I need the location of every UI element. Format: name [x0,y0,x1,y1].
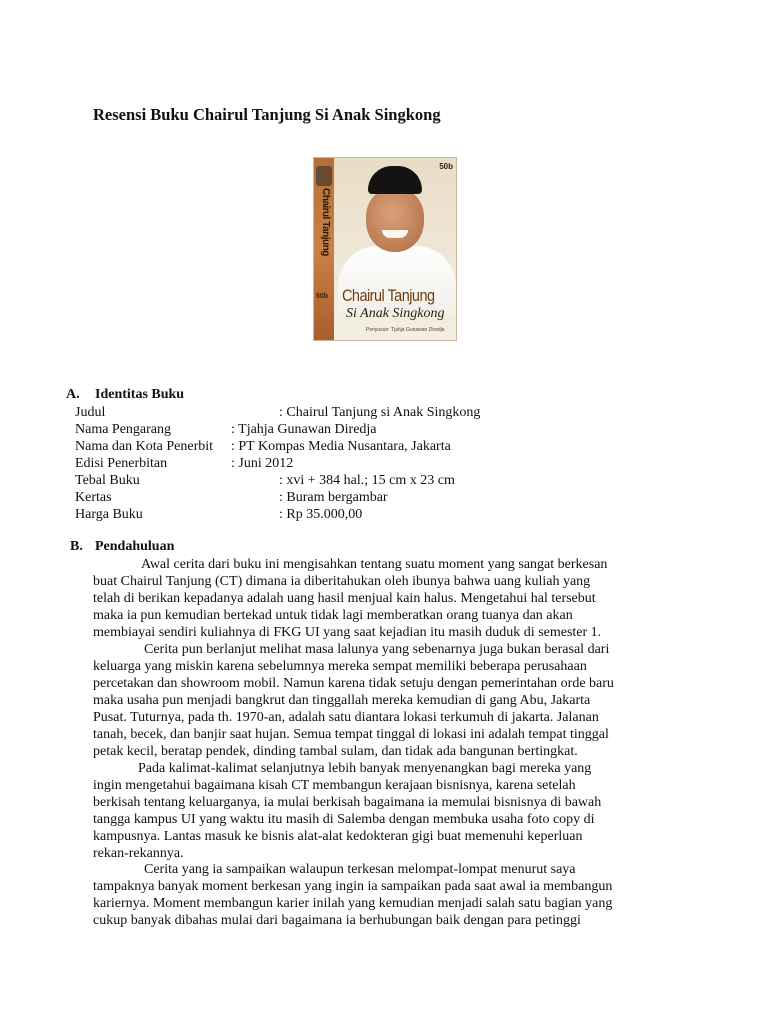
identity-value: : PT Kompas Media Nusantara, Jakarta [231,439,451,454]
identity-value: : xvi + 384 hal.; 15 cm x 23 cm [279,473,455,488]
document-title: Resensi Buku Chairul Tanjung Si Anak Singkong [93,105,441,124]
cover-portrait-smile [382,230,408,238]
section-a-heading [66,387,184,403]
cover-portrait-face [366,188,424,252]
identity-value: : Buram bergambar [279,490,388,505]
paragraph-line: cukup banyak dibahas mulai dari bagaimana ia berhubungan baik dengan para petinggi [93,913,581,928]
paragraph-line: berkisah tentang keluarganya, ia mulai berkisah bagaimana ia memulai bisnisnya di bawah [93,795,602,810]
identity-label: Judul [75,405,106,420]
identity-label: Harga Buku [75,507,143,522]
identity-value: : Tjahja Gunawan Diredja [231,422,377,437]
cover-title: Chairul Tanjung [342,286,435,305]
identity-label: Nama dan Kota Penerbit [75,439,214,454]
paragraph-3 [93,760,683,862]
paragraph-line: tangga kampus UI yang waktu itu masih di Salemba dengan membuka usaha foto copy di [93,812,595,827]
paragraph-4 [93,861,683,929]
paragraph-line: rekan-rekannya. [93,846,184,861]
paragraph-line: maka usaha pun menjadi bangkrut dan tinggallah mereka kemudian di gang Abu, Jakarta [93,693,591,708]
section-b-heading [70,539,174,555]
paragraph-line: tanah, becek, dan banjir saat hujan. Semua tempat tinggal di lokasi ini adalah tempat tinggal [93,727,609,742]
identity-label: Nama Pengarang [75,422,172,437]
paragraph-line: Cerita pun berlanjut melihat masa lalunya yang sebenarnya juga bukan berasal dari [144,642,610,657]
paragraph-line: tampaknya banyak moment berkesan yang ingin ia sampaikan pada saat awal ia membangun [93,879,613,894]
identity-value: : Chairul Tanjung si Anak Singkong [279,405,481,420]
paragraph-line: Awal cerita dari buku ini mengisahkan tentang suatu moment yang sangat berkesan [141,557,608,572]
section-b-marker: B. [70,539,83,554]
cover-spine-badge: 50b [316,293,329,300]
paragraph-line: membiayai sendiri kuliahnya di FKG UI yang saat kejadian itu masih duduk di semester 1. [93,625,602,640]
paragraph-2 [93,641,683,760]
paragraph-line: ingin mengetahui bagaimana kisah CT membangun kerajaan bisnisnya, karena setelah [93,778,576,793]
paragraph-line: kariernya. Moment membangun karier inilah yang kemudian menjadi salah satu bagian yang [93,896,613,911]
paragraph-line: petak kecil, beratap pendek, dinding tambal sulam, dan tidak ada bangunan bertingkat. [93,744,578,759]
paragraph-line: keluarga yang miskin karena sebelumnya mereka sempat memiliki beberapa perusahaan [93,659,587,674]
paragraph-line: maka ia pun kemudian bertekad untuk tidak lagi memberatkan orang tuanya dan akan [93,608,573,623]
cover-author: Penyusun: Tjahja Gunawan Diredja [366,327,445,333]
paragraph-line: Pada kalimat-kalimat selanjutnya lebih banyak menyenangkan bagi mereka yang [138,761,592,776]
section-b-title: Pendahuluan [95,539,175,554]
book-cover-image [313,157,457,341]
identity-value: : Juni 2012 [231,456,294,471]
paragraph-line: Pusat. Tuturnya, pada th. 1970-an, adalah satu diantara lokasi terkumuh di jakarta. Jalanan [93,710,599,725]
cover-badge: 50b [439,162,453,171]
identity-value: : Rp 35.000,00 [279,507,363,522]
paragraph-line: kampusnya. Lantas masuk ke bisnis alat-alat kedokteran gigi buat memenuhi keperluan [93,829,583,844]
paragraph-line: telah di berikan kepadanya adalah uang hasil menjual kain halus. Mengetahui hal tersebut [93,591,596,606]
identity-label: Kertas [75,490,112,505]
paragraph-1 [93,556,683,641]
cover-subtitle: Si Anak Singkong [346,306,445,321]
paragraph-line: buat Chairul Tanjung (CT) dimana ia diberitahukan oleh ibunya bahwa uang kuliah yang [93,574,591,589]
paragraph-line: percetakan dan showroom mobil. Namun karena tidak setuju dengan pemerintahan orde baru [93,676,614,691]
identity-label: Tebal Buku [75,473,140,488]
spine-portrait [316,166,332,186]
identity-label: Edisi Penerbitan [75,456,168,471]
section-a-title: Identitas Buku [95,387,185,402]
section-a-marker: A. [66,387,80,402]
paragraph-line: Cerita yang ia sampaikan walaupun terkesan melompat-lompat menurut saya [144,862,576,877]
cover-spine-title: Chairul Tanjung [320,188,331,256]
cover-portrait-cap [368,166,422,194]
